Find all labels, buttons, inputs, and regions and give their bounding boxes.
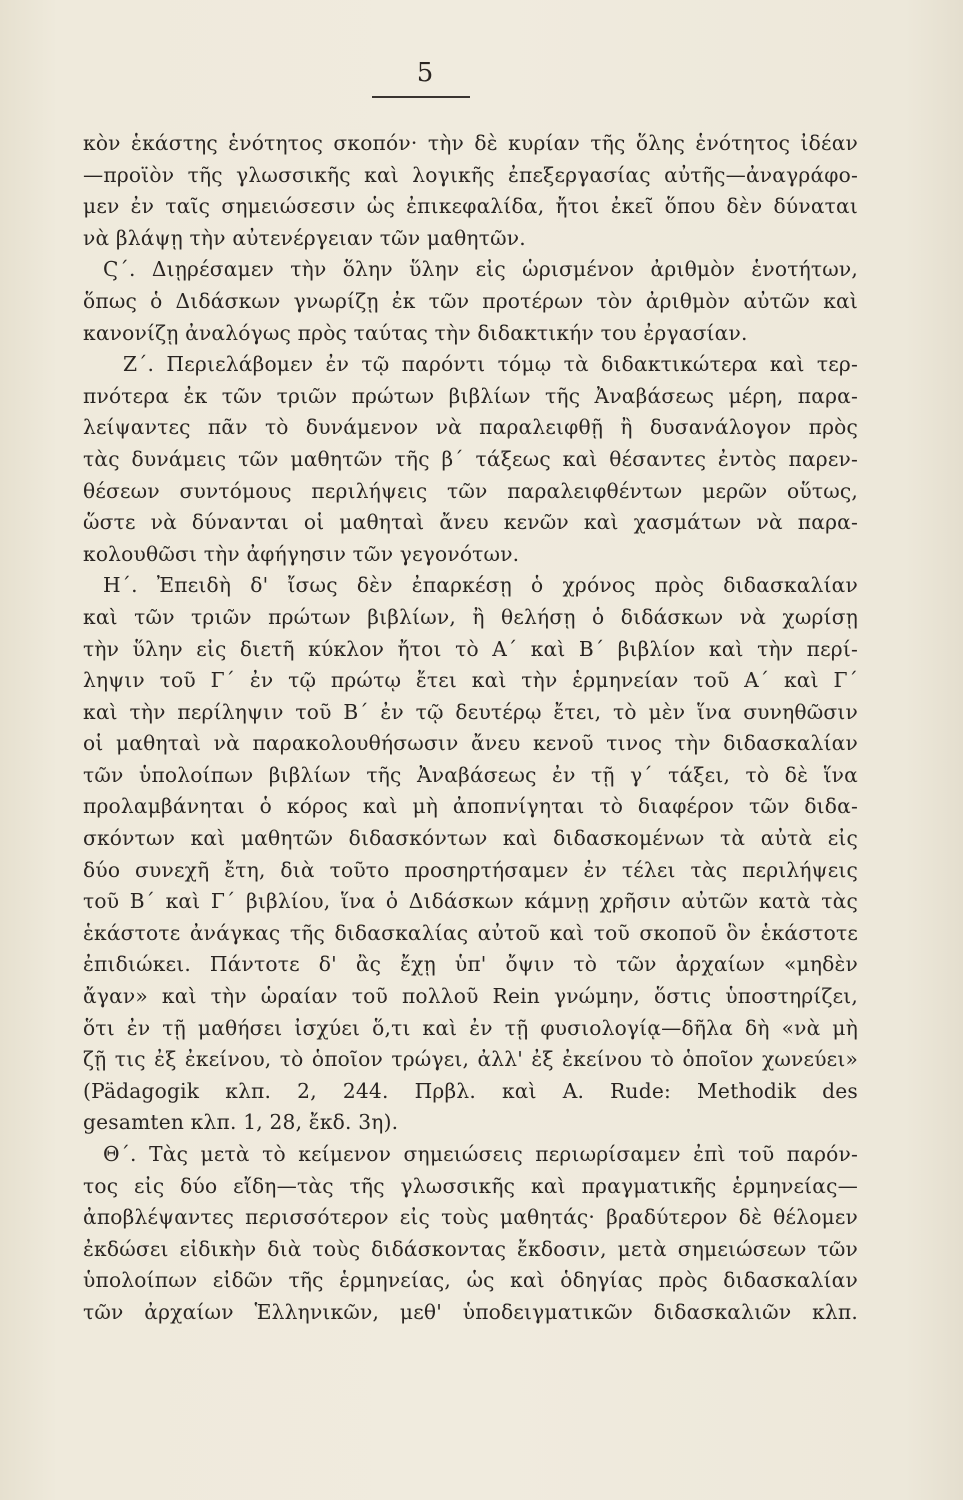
text-line: κανονίζῃ ἀναλόγως πρὸς ταύτας τὴν διδακτικήν του ἐργασίαν.	[83, 320, 748, 345]
text-line: τῶν ὑπολοίπων βιβλίων τῆς Ἀναβάσεως ἐν τῇ γ΄ τάξει, τὸ δὲ ἵνα	[83, 762, 858, 787]
text-line: ὥστε νὰ δύνανται οἱ μαθηταὶ ἄνευ κενῶν καὶ χασμάτων νὰ παρα-	[83, 510, 858, 535]
text-line: ἑκάστοτε ἀνάγκας τῆς διδασκαλίας αὐτοῦ καὶ τοῦ σκοποῦ ὃν ἑκάστοτε	[83, 920, 858, 945]
text-line: ἀποβλέψαντες περισσότερον εἰς τοὺς μαθητάς· βραδύτερον δὲ θέλομεν	[83, 1205, 858, 1230]
body-text	[83, 128, 858, 1329]
text-line: κολουθῶσι τὴν ἀφήγησιν τῶν γεγονότων.	[83, 541, 520, 566]
text-line: Θ΄. Τὰς μετὰ τὸ κείμενον σημειώσεις περιωρίσαμεν ἐπὶ τοῦ παρόν-	[103, 1142, 858, 1166]
text-line: ὅπως ὁ Διδάσκων γνωρίζῃ ἐκ τῶν προτέρων τὸν ἀριθμὸν αὐτῶν καὶ	[83, 288, 858, 313]
text-line: οἱ μαθηταὶ νὰ παρακολουθήσωσιν ἄνευ κενοῦ τινος τὴν διδασκαλίαν	[83, 731, 858, 756]
text-line: σκόντων καὶ μαθητῶν διδασκόντων καὶ διδασκομένων τὰ αὐτὰ εἰς	[83, 826, 858, 851]
text-line: Η΄. Ἐπειδὴ δ' ἴσως δὲν ἐπαρκέσῃ ὁ χρόνος πρὸς διδασκαλίαν	[103, 573, 858, 598]
text-line: θέσεων συντόμους περιλήψεις τῶν παραλειφθέντων μερῶν οὕτως,	[83, 478, 858, 503]
text-line: ὅτι ἐν τῇ μαθήσει ἰσχύει ὅ,τι καὶ ἐν τῇ φυσιολογίᾳ—δῆλα δὴ «νὰ μὴ	[83, 1015, 858, 1040]
text-line: μεν ἐν ταῖς σημειώσεσιν ὡς ἐπικεφαλίδα, ἤτοι ἐκεῖ ὅπου δὲν δύναται	[83, 194, 858, 219]
text-line: πνότερα ἐκ τῶν τριῶν πρώτων βιβλίων τῆς Ἀναβάσεως μέρη, παρα-	[83, 383, 858, 408]
text-line: νὰ βλάψῃ τὴν αὐτενέργειαν τῶν μαθητῶν.	[83, 225, 526, 250]
text-line: ὑπολοίπων εἰδῶν τῆς ἑρμηνείας, ὡς καὶ ὁδηγίας πρὸς διδασκαλίαν	[83, 1268, 858, 1293]
text-line: κὸν ἑκάστης ἑνότητος σκοπόν· τὴν δὲ κυρίαν τῆς ὅλης ἑνότητος ἰδέαν	[83, 131, 858, 155]
text-line: τος εἰς δύο εἴδη—τὰς τῆς γλωσσικῆς καὶ πραγματικῆς ἑρμηνείας—	[83, 1173, 858, 1198]
text-line: καὶ τῶν τριῶν πρώτων βιβλίων, ἢ θελήσῃ ὁ διδάσκων νὰ χωρίσῃ	[83, 604, 858, 629]
text-line: τὴν ὕλην εἰς διετῆ κύκλον ἤτοι τὸ Α΄ καὶ Β΄ βιβλίον καὶ τὴν περί-	[83, 636, 858, 661]
text-line: τῶν ἀρχαίων Ἑλληνικῶν, μεθ' ὑποδειγματικῶν διδασκαλιῶν κλπ.	[83, 1299, 858, 1324]
text-line: δύο συνεχῆ ἔτη, διὰ τοῦτο προσηρτήσαμεν ἐν τέλει τὰς περιλήψεις	[83, 857, 858, 882]
text-line: gesamten κλπ. 1, 28, ἔκδ. 3η).	[83, 1110, 399, 1135]
text-line: Ϛ΄. Διῃρέσαμεν τὴν ὅλην ὕλην εἰς ὡρισμένον ἀριθμὸν ἑνοτήτων,	[103, 257, 858, 282]
text-line: ἄγαν» καὶ τὴν ὡραίαν τοῦ πολλοῦ Rein γνώμην, ὅστις ὑποστηρίζει,	[83, 984, 858, 1009]
text-line: τοῦ Β΄ καὶ Γ΄ βιβλίου, ἵνα ὁ Διδάσκων κάμνῃ χρῆσιν αὐτῶν κατὰ τὰς	[83, 889, 858, 914]
page-number-rule	[372, 96, 470, 98]
text-line: Ζ΄. Περιελάβομεν ἐν τῷ παρόντι τόμῳ τὰ διδακτικώτερα καὶ τερ-	[123, 352, 858, 377]
text-line: ληψιν τοῦ Γ΄ ἐν τῷ πρώτῳ ἔτει καὶ τὴν ἑρμηνείαν τοῦ Α΄ καὶ Γ΄	[83, 668, 858, 693]
text-line: τὰς δυνάμεις τῶν μαθητῶν τῆς β΄ τάξεως καὶ θέσαντες ἐντὸς παρεν-	[83, 446, 858, 471]
text-line: ἐκδώσει εἰδικὴν διὰ τοὺς διδάσκοντας ἔκδοσιν, μετὰ σημειώσεων τῶν	[83, 1236, 858, 1261]
text-line: λείψαντες πᾶν τὸ δυνάμενον νὰ παραλειφθῇ ἢ δυσανάλογον πρὸς	[83, 415, 858, 440]
text-line: καὶ τὴν περίληψιν τοῦ Β΄ ἐν τῷ δευτέρῳ ἔτει, τὸ μὲν ἵνα συνηθῶσιν	[83, 699, 858, 724]
text-line: ζῇ τις ἐξ ἐκείνου, τὸ ὁποῖον τρώγει, ἀλλ' ἐξ ἐκείνου τὸ ὁποῖον χωνεύει»	[83, 1047, 858, 1072]
text-line: (Pädagogik κλπ. 2, 244. Πρβλ. καὶ A. Rude: Methodik des	[83, 1078, 858, 1103]
text-line: —προϊὸν τῆς γλωσσικῆς καὶ λογικῆς ἐπεξεργασίας αὐτῆς—ἀναγράφο-	[83, 162, 858, 187]
text-line: προλαμβάνηται ὁ κόρος καὶ μὴ ἀποπνίγηται τὸ διαφέρον τῶν διδα-	[83, 794, 858, 819]
page-number: 5	[416, 58, 434, 88]
text-line: ἐπιδιώκει. Πάντοτε δ' ἂς ἔχῃ ὑπ' ὄψιν τὸ τῶν ἀρχαίων «μηδὲν	[83, 952, 858, 977]
